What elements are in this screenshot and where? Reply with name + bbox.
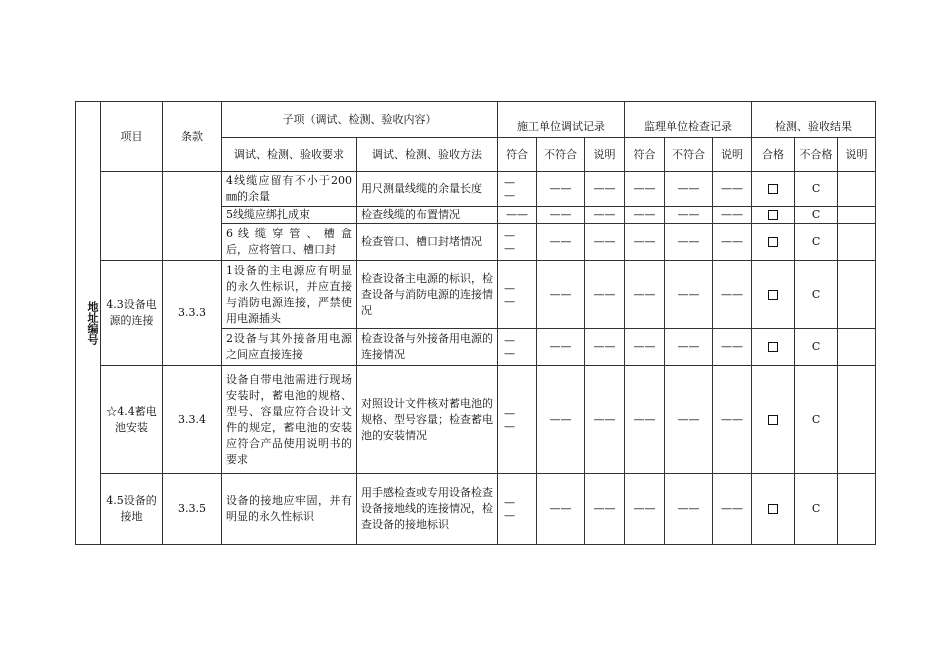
fail-mark: C (795, 224, 838, 261)
pass-checkbox[interactable] (752, 172, 795, 207)
pass-checkbox[interactable] (752, 207, 795, 224)
dash-mark: —— (625, 329, 665, 366)
dash-mark: —— (537, 261, 585, 329)
address-number-header: 地址编号 (76, 102, 101, 545)
fit-header: 符合 (625, 138, 665, 172)
pass-checkbox[interactable] (752, 366, 795, 474)
note-cell (838, 474, 876, 545)
method-cell: 检查设备与外接备用电源的连接情况 (357, 329, 498, 366)
item-header: 项目 (101, 102, 163, 172)
requirement-cell: 设备的接地应牢固，并有明显的永久性标识 (222, 474, 357, 545)
dash-mark: —— (537, 366, 585, 474)
requirement-cell: 2设备与其外接备用电源之间应直接连接 (222, 329, 357, 366)
dash-mark: —— (665, 224, 713, 261)
dash-mark: —— (625, 207, 665, 224)
dash-mark: —— (537, 224, 585, 261)
dash-mark: —— (585, 207, 625, 224)
dash-mark: —— (713, 172, 752, 207)
dash-mark: —— (585, 366, 625, 474)
note-header: 说明 (585, 138, 625, 172)
fit-mark: — — (498, 366, 537, 474)
clause-cell: 3.3.3 (163, 261, 222, 366)
fail-mark: C (795, 329, 838, 366)
construction-header: 施工单位调试记录 (498, 102, 625, 138)
method-cell: 对照设计文件核对蓄电池的规格、型号容量；检查蓄电池的安装情况 (357, 366, 498, 474)
dash-mark: —— (537, 172, 585, 207)
dash-mark: —— (625, 172, 665, 207)
clause-cell: 3.3.5 (163, 474, 222, 545)
subitem-header: 子项（调试、检测、验收内容） (222, 102, 498, 138)
clause-cell (163, 172, 222, 261)
table-row (76, 261, 876, 329)
item-cell: 4.3设备电源的连接 (101, 261, 163, 366)
fit-mark: — — (498, 474, 537, 545)
fail-mark: C (795, 474, 838, 545)
dash-mark: —— (665, 261, 713, 329)
dash-mark: —— (665, 207, 713, 224)
requirement-cell: 1设备的主电源应有明显的永久性标识，并应直接与消防电源连接，严禁使用电源插头 (222, 261, 357, 329)
dash-mark: —— (537, 329, 585, 366)
fail-mark: C (795, 172, 838, 207)
method-cell: 用尺测量线缆的余量长度 (357, 172, 498, 207)
table-row (76, 366, 876, 474)
dash-mark: —— (625, 366, 665, 474)
dash-mark: —— (585, 474, 625, 545)
checkbox-icon (768, 504, 778, 514)
inspection-table (75, 101, 876, 545)
note-header: 说明 (713, 138, 752, 172)
fail-header: 不合格 (795, 138, 838, 172)
clause-header: 条款 (163, 102, 222, 172)
dash-mark: —— (585, 224, 625, 261)
pass-header: 合格 (752, 138, 795, 172)
dash-mark: —— (537, 207, 585, 224)
fit-mark: — — (498, 224, 537, 261)
fail-mark: C (795, 366, 838, 474)
note-cell (838, 207, 876, 224)
checkbox-icon (768, 210, 778, 220)
checkbox-icon (768, 342, 778, 352)
dash-mark: —— (585, 261, 625, 329)
dash-mark: —— (498, 207, 537, 224)
fail-mark: C (795, 261, 838, 329)
fit-mark: — — (498, 329, 537, 366)
note-cell (838, 224, 876, 261)
pass-checkbox[interactable] (752, 224, 795, 261)
method-cell: 用手感检查或专用设备检查设备接地线的连接情况，检查设备的接地标识 (357, 474, 498, 545)
dash-mark: —— (537, 474, 585, 545)
dash-mark: —— (585, 329, 625, 366)
method-header: 调试、检测、验收方法 (357, 138, 498, 172)
checkbox-icon (768, 184, 778, 194)
requirement-header: 调试、检测、验收要求 (222, 138, 357, 172)
dash-mark: —— (665, 366, 713, 474)
note-cell (838, 261, 876, 329)
dash-mark: —— (665, 172, 713, 207)
supervision-header: 监理单位检查记录 (625, 102, 752, 138)
dash-mark: —— (713, 329, 752, 366)
dash-mark: —— (713, 224, 752, 261)
note-cell (838, 329, 876, 366)
fail-mark: C (795, 207, 838, 224)
pass-checkbox[interactable] (752, 261, 795, 329)
requirement-cell: 5线缆应绑扎成束 (222, 207, 357, 224)
checkbox-icon (768, 237, 778, 247)
dash-mark: —— (713, 261, 752, 329)
pass-checkbox[interactable] (752, 474, 795, 545)
checkbox-icon (768, 415, 778, 425)
method-cell: 检查设备主电源的标识，检查设备与消防电源的连接情况 (357, 261, 498, 329)
dash-mark: —— (665, 474, 713, 545)
fit-header: 符合 (498, 138, 537, 172)
requirement-cell: 6 线 缆 穿 管 、 槽 盒后，应将管口、槽口封 (222, 224, 357, 261)
nofit-header: 不符合 (537, 138, 585, 172)
checkbox-icon (768, 290, 778, 300)
method-cell: 检查线缆的布置情况 (357, 207, 498, 224)
clause-cell: 3.3.4 (163, 366, 222, 474)
method-cell: 检查管口、槽口封堵情况 (357, 224, 498, 261)
dash-mark: —— (625, 474, 665, 545)
dash-mark: —— (713, 366, 752, 474)
item-cell: 4.5设备的接地 (101, 474, 163, 545)
dash-mark: —— (713, 474, 752, 545)
dash-mark: —— (625, 261, 665, 329)
item-cell (101, 172, 163, 261)
table-row (76, 172, 876, 207)
note-header: 说明 (838, 138, 876, 172)
result-header: 检测、验收结果 (752, 102, 876, 138)
pass-checkbox[interactable] (752, 329, 795, 366)
fit-mark: — — (498, 261, 537, 329)
item-cell: ☆4.4蓄电池安装 (101, 366, 163, 474)
nofit-header: 不符合 (665, 138, 713, 172)
table-row (76, 474, 876, 545)
dash-mark: —— (585, 172, 625, 207)
requirement-cell: 设备自带电池需进行现场安装时，蓄电池的规格、型号、容量应符合设计文件的规定，蓄电池的安装应符合产品使用说明书的要求 (222, 366, 357, 474)
dash-mark: —— (665, 329, 713, 366)
requirement-cell: 4线缆应留有不小于200㎜的余量 (222, 172, 357, 207)
dash-mark: —— (625, 224, 665, 261)
note-cell (838, 366, 876, 474)
dash-mark: —— (713, 207, 752, 224)
fit-mark: — — (498, 172, 537, 207)
note-cell (838, 172, 876, 207)
